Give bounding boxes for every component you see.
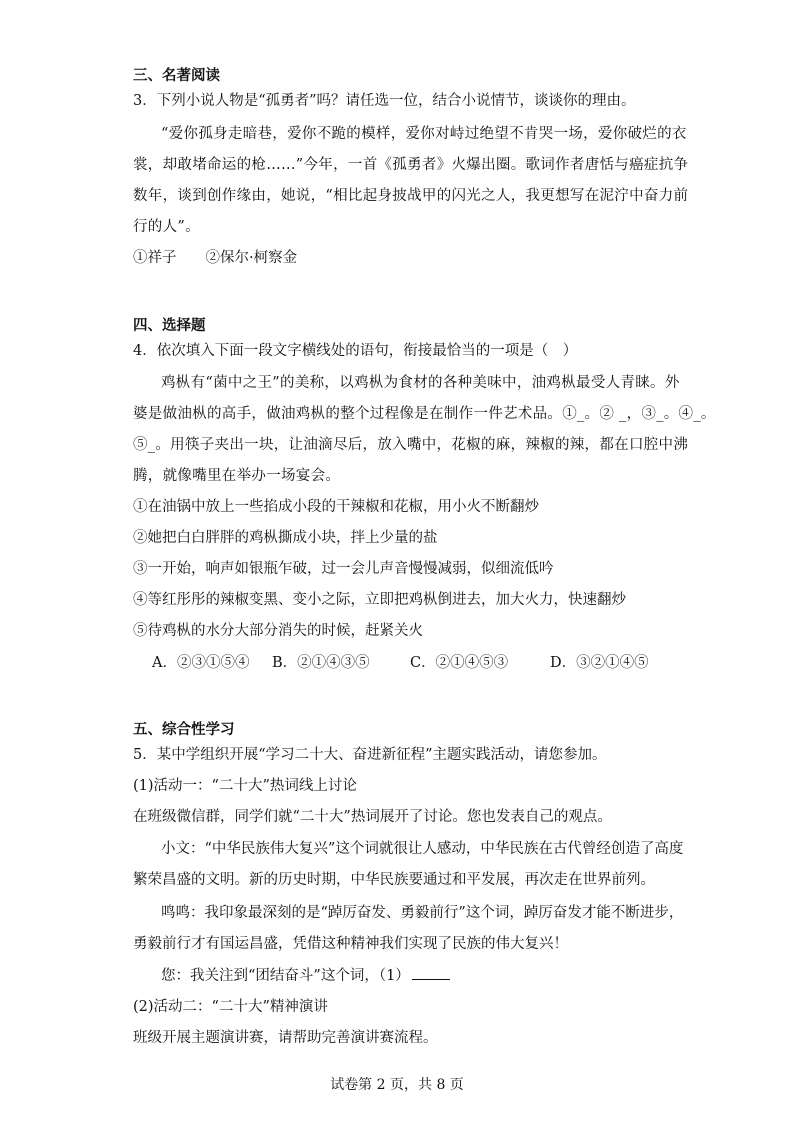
passage3-line-3: 数年，谈到创作缘由，她说，“相比起身披战甲的闪光之人，我更想写在泥泞中奋力前 bbox=[133, 188, 689, 204]
item-1: ①在油锅中放上一些掐成小段的干辣椒和花椒，用小火不断翻炒 bbox=[133, 499, 539, 515]
passage4-line-2: 婆是做油枞的高手，做油鸡枞的整个过程像是在制作一件艺术品。①_。② _，③_。④_。 bbox=[133, 406, 716, 422]
question-5: 5．某中学组织开展“学习二十大、奋进新征程”主题实践活动，请您参加。 bbox=[133, 747, 607, 763]
item-2: ②她把白白胖胖的鸡枞撕成小块，拌上少量的盐 bbox=[133, 530, 438, 546]
passage4-line-4: 腾，就像嘴里在举办一场宴会。 bbox=[133, 468, 341, 484]
option-d: D．③②①④⑤ bbox=[550, 655, 649, 671]
question-3: 3．下列小说人物是“孤勇者”吗？请任选一位，结合小说情节，谈谈你的理由。 bbox=[133, 93, 636, 109]
section4-heading: 四、选择题 bbox=[133, 318, 206, 334]
option-b: B．②①④③⑤ bbox=[272, 655, 370, 671]
xiaowen-line-1: 小文：“中华民族伟大复兴”这个词就很让人感动，中华民族在古代曾经创造了高度 bbox=[161, 841, 684, 857]
mingming-line-2: 勇毅前行才有国运昌盛，凭借这种精神我们实现了民族的伟大复兴！ bbox=[133, 936, 568, 952]
item-4: ④等红彤彤的辣椒变黑、变小之际，立即把鸡枞倒进去，加大火力，快速翻炒 bbox=[133, 592, 626, 608]
activity2-intro: 班级开展主题演讲赛，请帮助完善演讲赛流程。 bbox=[133, 1030, 438, 1046]
question-4: 4．依次填入下面一段文字横线处的语句，衔接最恰当的一项是（ ） bbox=[133, 343, 578, 359]
item-3: ③一开始，响声如银瓶乍破，过一会儿声音慢慢减弱，似细流低吟 bbox=[133, 561, 554, 577]
activity1-intro: 在班级微信群，同学们就“二十大”热词展开了讨论。您也发表自己的观点。 bbox=[133, 809, 612, 825]
section5-heading: 五、综合性学习 bbox=[133, 722, 235, 738]
you-answer-line bbox=[161, 964, 450, 985]
activity1-title: (1)活动一：“二十大”热词线上讨论 bbox=[133, 778, 357, 794]
passage4-line-1: 鸡枞有“菌中之王”的美称，以鸡枞为食材的各种美味中，油鸡枞最受人青睐。外 bbox=[161, 375, 680, 391]
section3-heading: 三、名著阅读 bbox=[133, 68, 220, 84]
you-answer-text: 您：我关注到“团结奋斗”这个词，（1） bbox=[161, 968, 410, 984]
passage3-line-1: “爱你孤身走暗巷，爱你不跪的模样，爱你对峙过绝望不肯哭一场，爱你破烂的衣 bbox=[161, 126, 687, 142]
option-a: A．②③①⑤④ bbox=[152, 655, 250, 671]
item-5: ⑤待鸡枞的水分大部分消失的时候，赶紧关火 bbox=[133, 623, 423, 639]
xiaowen-line-2: 繁荣昌盛的文明。新的历史时期，中华民族要通过和平发展，再次走在世界前列。 bbox=[133, 872, 655, 888]
mingming-line-1: 鸣鸣：我印象最深刻的是“踔厉奋发、勇毅前行”这个词，踔厉奋发才能不断进步， bbox=[161, 905, 684, 921]
passage4-line-3: ⑤_。用筷子夹出一块，让油滴尽后，放入嘴中，花椒的麻，辣椒的辣，都在口腔中沸 bbox=[133, 437, 689, 453]
passage3-line-2: 裳，却敢堵命运的枪……”今年，一首《孤勇者》火爆出圈。歌词作者唐恬与癌症抗争 bbox=[133, 157, 689, 173]
question3-choices: ①祥子 ②保尔·柯察金 bbox=[133, 250, 298, 266]
page-footer: 试卷第 2 页，共 8 页 bbox=[330, 1077, 464, 1093]
passage3-line-4: 行的人”。 bbox=[133, 219, 200, 235]
activity2-title: (2)活动二：“二十大”精神演讲 bbox=[133, 999, 328, 1015]
answer-blank[interactable] bbox=[412, 965, 450, 980]
option-c: C．②①④⑤③ bbox=[410, 655, 509, 671]
